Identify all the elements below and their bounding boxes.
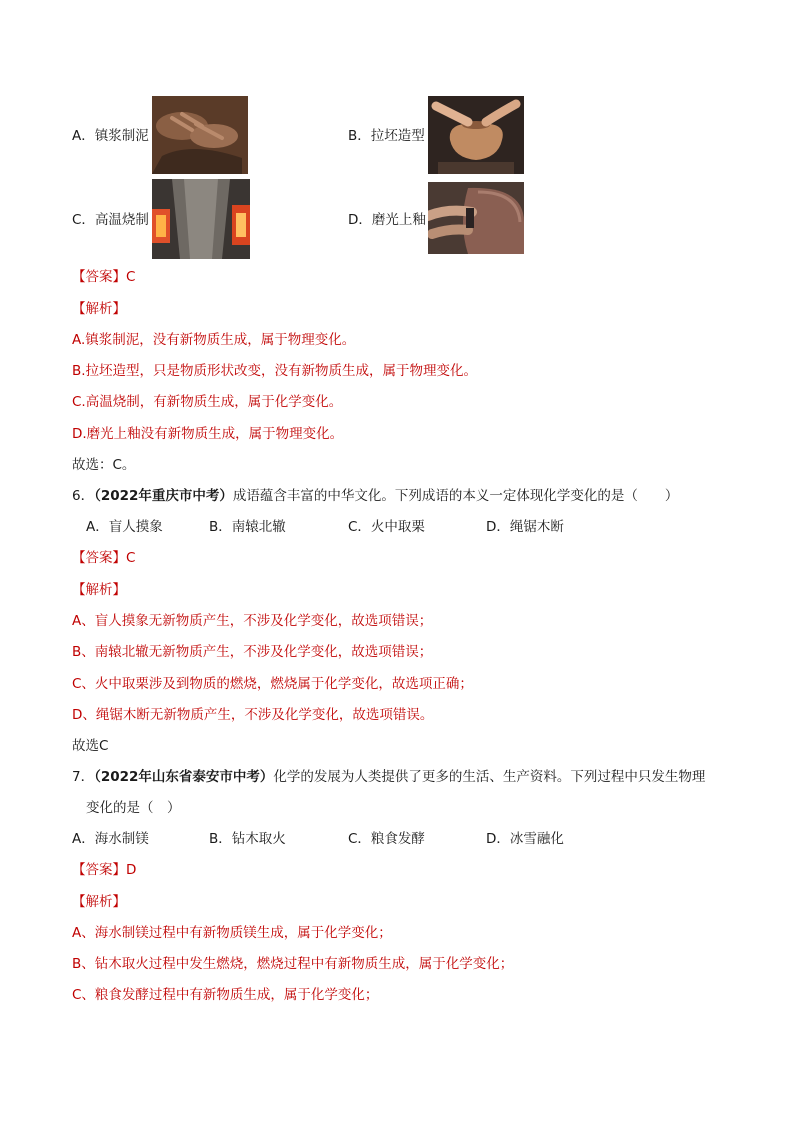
q5-option-a bbox=[72, 127, 149, 145]
q7-stem-text: 化学的发展为人类提供了更多的生活、生产资料。下列过程中只发生物理 bbox=[273, 769, 706, 785]
q7-answer-label: 【答案】 bbox=[72, 862, 126, 878]
q5-option-d bbox=[348, 211, 426, 229]
q5-option-a-letter: A． bbox=[72, 128, 95, 144]
q7-option-c: C．粮食发酵 bbox=[348, 831, 425, 847]
q6-analysis-line: C、火中取栗涉及到物质的燃烧，燃烧属于化学变化，故选项正确； bbox=[72, 676, 473, 692]
q5-analysis-line: B.拉坯造型，只是物质形状改变，没有新物质生成，属于物理变化。 bbox=[72, 363, 478, 379]
q6-stem-text: 成语蕴含丰富的中华文化。下列成语的本义一定体现化学变化的是（ ） bbox=[232, 488, 679, 504]
q7-analysis-line: B、钻木取火过程中发生燃烧，燃烧过程中有新物质生成，属于化学变化； bbox=[72, 956, 514, 972]
q5-option-d-text: 磨光上釉 bbox=[371, 212, 426, 228]
q6-conclusion: 故选C bbox=[72, 738, 109, 754]
q7-answer-value: D bbox=[126, 862, 137, 878]
q5-conclusion: 故选：C。 bbox=[72, 457, 136, 473]
q6-source: （2022年重庆市中考） bbox=[94, 488, 233, 504]
q7-option-a: A．海水制镁 bbox=[72, 831, 149, 847]
clay-hands-photo bbox=[152, 96, 248, 174]
q5-option-c-letter: C． bbox=[72, 212, 95, 228]
q6-option-a: A．盲人摸象 bbox=[86, 519, 163, 535]
q5-option-c-text: 高温烧制 bbox=[94, 212, 149, 228]
pottery-wheel-photo bbox=[428, 96, 524, 174]
q5-answer bbox=[72, 268, 135, 286]
q5-option-b-letter: B． bbox=[348, 128, 371, 144]
q5-option-b bbox=[348, 127, 425, 145]
q7-analysis-line: A、海水制镁过程中有新物质镁生成，属于化学变化； bbox=[72, 925, 392, 941]
q6-analysis-line: D、绳锯木断无新物质产生，不涉及化学变化，故选项错误。 bbox=[72, 707, 434, 723]
q6-analysis-label: 【解析】 bbox=[72, 582, 126, 598]
q5-analysis-label: 【解析】 bbox=[72, 301, 126, 317]
q6-answer-label: 【答案】 bbox=[72, 550, 126, 566]
q7-number: 7． bbox=[72, 769, 95, 785]
q6-answer-value: C bbox=[126, 550, 136, 566]
q6-option-c: C．火中取栗 bbox=[348, 519, 425, 535]
q6-analysis-line: A、盲人摸象无新物质产生，不涉及化学变化，故选项错误； bbox=[72, 613, 433, 629]
q6-option-b: B．南辕北辙 bbox=[209, 519, 286, 535]
glazing-pot-photo bbox=[428, 182, 524, 254]
q7-stem-continued: 变化的是（ ） bbox=[86, 800, 181, 816]
q7-answer bbox=[72, 861, 136, 879]
q5-answer-label: 【答案】 bbox=[72, 269, 126, 285]
q6-answer bbox=[72, 549, 135, 567]
q7-option-b: B．钻木取火 bbox=[209, 831, 286, 847]
q7-source: （2022年山东省泰安市中考） bbox=[94, 769, 274, 785]
q7-option-d: D．冰雪融化 bbox=[486, 831, 564, 847]
q6-number: 6． bbox=[72, 488, 95, 504]
q5-option-b-text: 拉坯造型 bbox=[370, 128, 425, 144]
q5-option-a-text: 镇浆制泥 bbox=[94, 128, 149, 144]
q6-stem bbox=[72, 487, 678, 505]
q7-stem bbox=[72, 768, 705, 786]
q5-analysis-line: C.高温烧制，有新物质生成，属于化学变化。 bbox=[72, 394, 343, 410]
q5-answer-value: C bbox=[126, 269, 136, 285]
q7-analysis-label: 【解析】 bbox=[72, 894, 126, 910]
kiln-fire-photo bbox=[152, 179, 250, 259]
q6-option-d: D．绳锯木断 bbox=[486, 519, 564, 535]
q5-analysis-line: A.镇浆制泥，没有新物质生成，属于物理变化。 bbox=[72, 332, 356, 348]
q7-analysis-line: C、粮食发酵过程中有新物质生成，属于化学变化； bbox=[72, 987, 379, 1003]
q6-analysis-line: B、南辕北辙无新物质产生，不涉及化学变化，故选项错误； bbox=[72, 644, 433, 660]
q5-analysis-line: D.磨光上釉没有新物质生成，属于物理变化。 bbox=[72, 426, 344, 442]
q5-option-d-letter: D． bbox=[348, 212, 372, 228]
q5-option-c bbox=[72, 211, 149, 229]
